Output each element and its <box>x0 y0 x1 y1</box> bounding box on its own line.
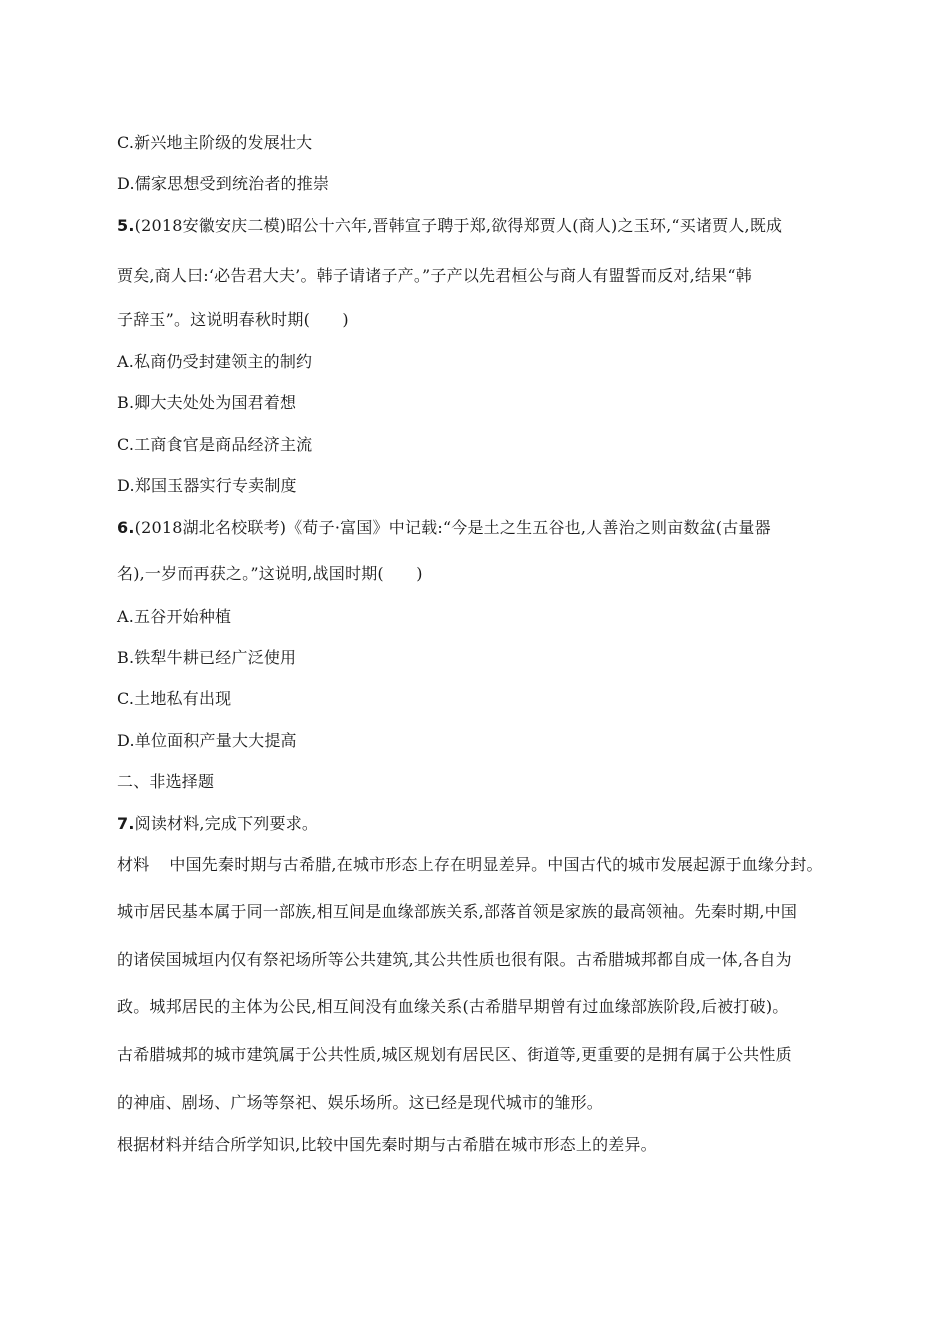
q7-instruction-text: 阅读材料,完成下列要求。 <box>134 814 319 833</box>
q5-option-d: D.郑国玉器实行专卖制度 <box>117 476 297 495</box>
q5-number: 5. <box>117 216 135 235</box>
q7-question: 根据材料并结合所学知识,比较中国先秦时期与古希腊在城市形态上的差异。 <box>117 1135 657 1154</box>
q6-option-a: A.五谷开始种植 <box>117 607 232 626</box>
q7-material-line-2: 城市居民基本属于同一部族,相互间是血缘部族关系,部落首领是家族的最高领袖。先秦时期,中国 <box>117 902 798 921</box>
q7-material-line-1 <box>117 855 823 875</box>
q5-stem-line-1 <box>117 216 782 236</box>
q7-material-line-5: 古希腊城邦的城市建筑属于公共性质,城区规划有居民区、街道等,更重要的是拥有属于公共性质 <box>117 1045 792 1064</box>
q4-option-c: C.新兴地主阶级的发展壮大 <box>117 133 313 152</box>
section-heading: 二、非选择题 <box>117 772 215 791</box>
q7-material-line-6: 的神庙、剧场、广场等祭祀、娱乐场所。这已经是现代城市的雏形。 <box>117 1093 604 1112</box>
q5-stem-text-1: (2018安徽安庆二模)昭公十六年,晋韩宣子聘于郑,欲得郑贾人(商人)之玉环,“买诸贾人,既成 <box>134 216 783 235</box>
q7-material-line-3: 的诸侯国城垣内仅有祭祀场所等公共建筑,其公共性质也很有限。古希腊城邦都自成一体,各自为 <box>117 950 792 969</box>
q6-stem-line-2: 名),一岁而再获之。”这说明,战国时期( ) <box>117 564 423 583</box>
q5-option-c: C.工商食官是商品经济主流 <box>117 435 313 454</box>
q5-stem-line-2: 贾矣,商人曰:‘必告君大夫’。韩子请诸子产。”子产以先君桓公与商人有盟誓而反对,结果“韩 <box>117 266 752 285</box>
q7-number: 7. <box>117 814 135 833</box>
q5-option-a: A.私商仍受封建领主的制约 <box>117 352 313 371</box>
q6-option-b: B.铁犁牛耕已经广泛使用 <box>117 648 297 667</box>
q5-stem-line-3: 子辞玉”。这说明春秋时期( ) <box>117 310 349 329</box>
q6-option-d: D.单位面积产量大大提高 <box>117 731 297 750</box>
q7-material-line-4: 政。城邦居民的主体为公民,相互间没有血缘关系(古希腊早期曾有过血缘部族阶段,后被打破)。 <box>117 997 789 1016</box>
q6-option-c: C.土地私有出现 <box>117 689 232 708</box>
q6-stem-text-1: (2018湖北名校联考)《荀子·富国》中记载:“今是土之生五谷也,人善治之则亩数盆(古量器 <box>134 518 771 537</box>
q4-option-d: D.儒家思想受到统治者的推崇 <box>117 174 330 193</box>
q7-material-text-1: 中国先秦时期与古希腊,在城市形态上存在明显差异。中国古代的城市发展起源于血缘分封。 <box>169 855 823 874</box>
q6-stem-line-1 <box>117 518 771 538</box>
q5-option-b: B.卿大夫处处为国君着想 <box>117 393 297 412</box>
q6-number: 6. <box>117 518 135 537</box>
q7-instruction <box>117 814 318 834</box>
material-label: 材料 <box>117 855 150 874</box>
